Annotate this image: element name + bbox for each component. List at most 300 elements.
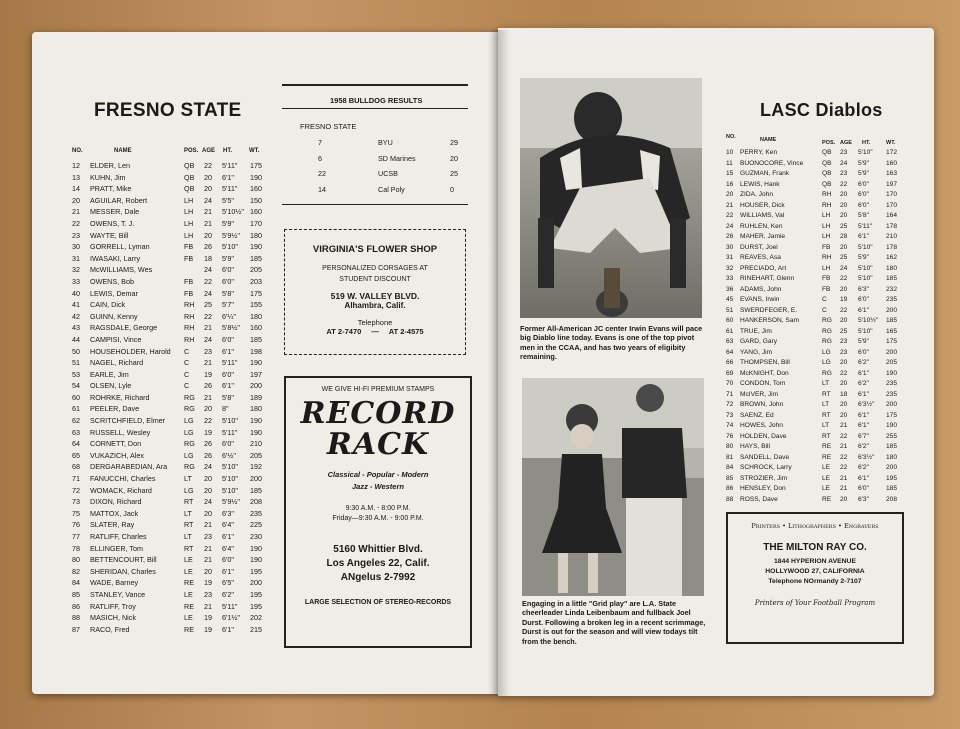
player-pos: FB (822, 285, 831, 293)
player-pos: LH (822, 264, 831, 272)
record-name-1: RECORD (300, 396, 456, 431)
player-name: CONDON, Tom (740, 380, 786, 387)
roster-row (72, 392, 302, 404)
results-team: FRESNO STATE (300, 122, 357, 131)
player-name: PRATT, Mike (90, 184, 132, 194)
player-age: 23 (840, 170, 848, 177)
player-ht: 6'2" (858, 380, 869, 387)
player-wt: 197 (250, 369, 262, 379)
roster-row (726, 180, 926, 191)
player-wt: 185 (886, 317, 898, 324)
player-no: 14 (72, 184, 80, 194)
player-pos: RE (184, 601, 194, 611)
player-age: 21 (204, 323, 212, 333)
record-rack-ad (284, 376, 472, 648)
player-ht: 6'0" (858, 191, 869, 198)
roster-row (72, 496, 302, 508)
player-name: HENSLEY, Don (740, 485, 786, 492)
player-name: SAENZ, Ed (740, 411, 774, 419)
player-ht: 5'9" (858, 159, 869, 167)
player-pos: RG (184, 462, 195, 472)
player-age: 21 (204, 520, 212, 530)
player-wt: 180 (886, 453, 898, 461)
player-no: 76 (726, 432, 734, 440)
col-age: AGE (202, 148, 216, 154)
roster-row (72, 253, 302, 265)
player-pos: FB (184, 288, 194, 298)
roster-row (72, 288, 302, 300)
player-age: 21 (840, 474, 848, 482)
photo-cheerleader-illustration (522, 378, 704, 596)
player-age: 26 (204, 381, 212, 391)
player-name: RUSSELL, Wesley (90, 427, 151, 437)
roster-row (726, 169, 926, 180)
player-no: 33 (726, 275, 734, 282)
player-wt: 200 (886, 401, 898, 408)
player-no: 26 (726, 233, 734, 240)
record-city: Los Angeles 22, Calif. (326, 558, 430, 569)
player-ht: 6'3" (222, 508, 234, 518)
flower-line2: STUDENT DISCOUNT (339, 276, 411, 283)
photo1-caption: Former All-American JC center Irwin Evans will pace big Diablo line today. Evans is one of the top pivot men in the CCAA, and has two years of eligibity remaining. (520, 324, 703, 362)
player-no: 10 (726, 149, 734, 156)
player-pos: LT (184, 532, 192, 541)
player-wt: 160 (250, 184, 262, 194)
player-no: 86 (726, 485, 734, 492)
player-name: ROSS, Dave (740, 495, 778, 503)
player-wt: 202 (250, 613, 262, 623)
player-age: 19 (204, 369, 212, 379)
roster-row (726, 285, 926, 296)
player-no: 61 (72, 404, 80, 414)
player-ht: 6'1" (222, 172, 234, 182)
player-wt: 215 (250, 624, 262, 634)
player-pos: RT (184, 497, 194, 507)
player-name: TRUE, Jim (740, 327, 772, 335)
player-no: 74 (726, 422, 734, 429)
player-wt: 200 (250, 474, 262, 484)
roster-row (726, 306, 926, 317)
roster-row (72, 415, 302, 427)
player-pos: C (184, 381, 190, 391)
player-no: 21 (72, 207, 80, 217)
player-name: VUKAZICH, Alex (90, 450, 144, 460)
fresno-score: 22 (318, 169, 326, 178)
player-name: HOUSEHOLDER, Harold (90, 346, 171, 356)
player-no: 73 (72, 497, 80, 507)
player-pos: LH (822, 222, 831, 230)
player-ht: 6'1" (222, 381, 234, 391)
roster-row (726, 316, 926, 327)
player-name: LEWIS, Demar (90, 288, 138, 298)
milton-name: THE MILTON RAY CO. (763, 542, 867, 553)
player-age: 24 (204, 462, 212, 472)
player-ht: 6'3" (858, 285, 869, 293)
player-ht: 5'8" (222, 392, 234, 402)
player-wt: 192 (250, 462, 262, 472)
player-ht: 5'8" (222, 288, 234, 298)
player-wt: 189 (250, 392, 262, 402)
player-age: 21 (204, 218, 212, 228)
flower-tel-label: Telephone (357, 318, 393, 327)
player-no: 73 (726, 411, 734, 419)
player-wt: 208 (886, 495, 898, 503)
player-wt: 160 (250, 207, 262, 217)
roster-row (726, 453, 926, 464)
roster-row (726, 274, 926, 285)
player-pos: RE (184, 624, 194, 634)
results-top-rule (282, 84, 468, 86)
player-name: SWERDFEGER, E. (740, 306, 798, 314)
player-age: 21 (204, 358, 212, 368)
player-wt: 200 (886, 464, 898, 471)
player-wt: 195 (886, 474, 898, 482)
player-no: 70 (726, 380, 734, 387)
player-ht: 5'10½" (858, 317, 879, 324)
result-row (300, 138, 460, 154)
player-pos: FB (822, 243, 831, 251)
lasc-col-ht: HT. (862, 140, 871, 146)
player-age: 22 (204, 311, 212, 321)
player-ht: 6'2" (222, 589, 234, 599)
player-ht: 5'11" (222, 601, 238, 611)
player-no: 84 (726, 464, 734, 471)
player-name: KUHN, Jim (90, 172, 126, 182)
player-name: ROHRKE, Richard (90, 392, 150, 402)
roster-row (72, 195, 302, 207)
player-age: 20 (204, 230, 212, 240)
player-wt: 170 (250, 218, 262, 228)
player-ht: 6'3" (858, 495, 869, 503)
flower-tel-sep: — (371, 327, 379, 336)
player-age: 22 (840, 306, 848, 314)
player-wt: 197 (886, 180, 898, 188)
player-pos: LE (822, 464, 831, 471)
player-age: 20 (204, 485, 212, 495)
player-ht: 6'3½" (858, 453, 875, 461)
player-no: 33 (72, 276, 80, 286)
player-ht: 6'1" (222, 624, 234, 634)
player-no: 12 (72, 161, 80, 170)
player-pos: LT (184, 508, 192, 518)
lasc-roster (726, 148, 926, 505)
player-wt: 210 (886, 233, 898, 240)
player-name: STANLEY, Vance (90, 589, 146, 599)
player-ht: 5'11" (222, 427, 238, 437)
player-no: 63 (72, 427, 80, 437)
player-ht: 6'¼" (222, 311, 236, 321)
player-no: 50 (72, 346, 80, 356)
player-no: 72 (726, 401, 734, 408)
player-pos: LG (184, 416, 194, 426)
player-age: 25 (840, 327, 848, 335)
player-pos: RG (184, 392, 195, 402)
player-ht: 5'9" (858, 254, 869, 261)
player-name: RINEHART, Glenn (740, 275, 795, 282)
player-no: 76 (72, 520, 80, 530)
roster-row (72, 624, 302, 636)
player-ht: 5'10" (858, 264, 873, 272)
player-age: 23 (204, 589, 212, 599)
player-age: 23 (204, 346, 212, 356)
player-age: 21 (204, 392, 212, 402)
roster-row (72, 589, 302, 601)
player-age: 24 (204, 288, 212, 298)
roster-row (72, 334, 302, 346)
player-name: LEWIS, Hank (740, 180, 780, 188)
player-ht: 5'10" (858, 327, 873, 335)
record-hours-1: 9:30 A.M. - 8:00 P.M. (345, 505, 411, 512)
player-ht: 5'11" (222, 358, 238, 368)
roster-row (726, 379, 926, 390)
player-name: FANUCCHI, Charles (90, 474, 156, 484)
results-table (300, 138, 460, 200)
roster-row (72, 566, 302, 578)
player-age: 19 (204, 613, 212, 623)
player-no: 88 (726, 495, 734, 503)
player-no: 82 (72, 566, 80, 576)
player-no: 36 (726, 285, 734, 293)
player-pos: RG (184, 439, 195, 449)
player-pos: RH (184, 323, 195, 333)
player-no: 32 (726, 264, 734, 272)
player-name: EARLE, Jim (90, 369, 129, 379)
player-ht: 5'10" (858, 275, 873, 282)
player-ht: 6'2" (858, 359, 869, 366)
player-ht: 5'10" (858, 149, 873, 156)
player-wt: 210 (250, 439, 262, 449)
player-ht: 6'1" (222, 532, 234, 541)
player-age: 22 (840, 180, 848, 188)
player-pos: RG (822, 369, 832, 377)
player-wt: 255 (886, 432, 898, 440)
player-ht: 8" (222, 404, 229, 414)
opponent-score: 0 (450, 184, 454, 194)
roster-row (72, 369, 302, 381)
player-age: 18 (204, 253, 212, 263)
player-no: 65 (72, 450, 80, 460)
photo-cheerleader-and-fullback (522, 378, 704, 596)
player-pos: RG (822, 327, 832, 335)
opponent: UCSB (378, 169, 398, 178)
player-wt: 160 (886, 159, 898, 167)
player-name: PEELER, Dave (90, 404, 140, 414)
player-no: 68 (72, 462, 80, 472)
player-age: 20 (840, 285, 848, 293)
player-no: 43 (72, 323, 80, 333)
player-pos: QB (184, 184, 195, 194)
player-pos: LE (822, 474, 831, 482)
player-wt: 200 (250, 381, 262, 391)
player-name: RACO, Fred (90, 624, 130, 634)
player-name: BUONOCORE, Vince (740, 159, 804, 167)
player-wt: 185 (886, 275, 898, 282)
photo-football-player-illustration (520, 78, 702, 318)
player-no: 64 (726, 348, 734, 356)
player-name: STROZIER, Jim (740, 474, 788, 482)
player-ht: 5'9½" (222, 497, 240, 507)
player-age: 24 (204, 195, 212, 205)
player-ht: 6'1" (858, 411, 869, 419)
player-wt: 155 (250, 300, 262, 310)
player-name: MASICH, Nick (90, 613, 136, 623)
col-name: NAME (114, 148, 132, 154)
player-age: 25 (840, 254, 848, 261)
player-age: 20 (840, 212, 848, 219)
col-no: NO. (72, 148, 83, 154)
player-wt: 200 (250, 578, 262, 588)
player-wt: 170 (886, 191, 898, 198)
player-wt: 185 (250, 334, 262, 344)
player-age: 20 (204, 566, 212, 576)
record-address: 5160 Whittier Blvd. (333, 544, 423, 555)
player-name: DURST, Joel (740, 243, 778, 251)
player-wt: 195 (250, 601, 262, 611)
player-ht: 6'4" (222, 520, 234, 530)
player-no: 72 (72, 485, 80, 495)
flower-line1: PERSONALIZED CORSAGES AT (322, 265, 428, 272)
player-name: NAGEL, Richard (90, 358, 144, 368)
photo2-caption: Engaging in a little "Grid play" are L.A. State cheerleader Linda Leibenbaum and fullback Joel Durst. Following a broken leg in a recent scrimmage, Durst is out for the season and will view todays tilt from the bench. (522, 599, 706, 646)
player-no: 62 (72, 416, 80, 426)
player-ht: 6'0" (222, 334, 234, 344)
roster-row (726, 190, 926, 201)
player-age: 20 (840, 495, 848, 503)
opponent-score: 29 (450, 138, 458, 147)
player-pos: LH (184, 218, 194, 228)
player-no: 71 (726, 390, 734, 398)
roster-row (72, 299, 302, 311)
player-name: MAHER, Jamie (740, 233, 786, 240)
player-no: 86 (72, 601, 80, 611)
player-pos: QB (822, 180, 832, 188)
player-name: OWENS, T. J. (90, 218, 135, 228)
player-no: 81 (726, 453, 734, 461)
player-ht: 6'0" (858, 296, 869, 303)
player-no: 54 (72, 381, 80, 391)
lasc-col-name: NAME (760, 137, 777, 143)
roster-row (726, 442, 926, 453)
player-name: HOUSER, Dick (740, 201, 785, 209)
player-ht: 6'0" (222, 555, 234, 565)
player-age: 24 (840, 264, 848, 272)
player-pos: RH (184, 334, 195, 344)
player-wt: 190 (250, 242, 262, 252)
roster-row (726, 222, 926, 233)
player-pos: RH (184, 311, 195, 321)
player-no: 66 (726, 359, 734, 366)
roster-row (726, 369, 926, 380)
player-age: 20 (840, 411, 848, 419)
player-name: BETTENCOURT, Bill (90, 555, 157, 565)
player-name: WADE, Barney (90, 578, 139, 588)
player-age: 23 (840, 338, 848, 345)
player-no: 42 (72, 311, 80, 321)
player-name: ELDER, Len (90, 161, 130, 170)
player-age: 20 (840, 317, 848, 324)
player-pos: QB (184, 161, 195, 170)
opponent-score: 25 (450, 169, 458, 178)
flower-tel2: AT 2-4575 (388, 327, 424, 336)
roster-row (726, 253, 926, 264)
roster-row (726, 211, 926, 222)
player-wt: 185 (250, 485, 262, 495)
player-pos: LG (184, 450, 194, 460)
col-pos: POS. (184, 148, 199, 154)
flower-phones (285, 327, 465, 336)
flower-shop-ad (284, 229, 466, 355)
player-age: 21 (204, 207, 212, 217)
player-ht: 5'9" (858, 338, 869, 345)
player-name: ADAMS, John (740, 285, 782, 293)
player-no: 16 (726, 180, 734, 188)
player-pos: C (184, 346, 190, 356)
record-phone: ANgelus 2-7992 (340, 572, 416, 583)
player-no: 40 (72, 288, 80, 298)
player-wt: 162 (886, 254, 898, 261)
player-name: RATLIFF, Charles (90, 532, 147, 541)
roster-row (726, 411, 926, 422)
player-no: 22 (726, 212, 734, 219)
roster-row (72, 485, 302, 497)
player-age: 28 (840, 233, 848, 240)
player-ht: 5'10" (858, 243, 873, 251)
player-name: HANKERSON, Sam (740, 317, 799, 324)
milton-city: HOLLYWOOD 27, CALIFORNIA (765, 568, 865, 575)
player-no: 64 (72, 439, 80, 449)
player-pos: C (822, 296, 827, 303)
roster-row (72, 450, 302, 462)
player-pos: RE (822, 443, 832, 450)
player-ht: 6'0" (858, 201, 869, 209)
player-age: 25 (204, 300, 212, 310)
col-ht: HT. (223, 148, 232, 154)
lasc-col-wt: WT. (886, 140, 896, 146)
roster-row (72, 160, 302, 172)
player-no: 31 (726, 254, 734, 261)
player-wt: 185 (250, 253, 262, 263)
roster-row (72, 241, 302, 253)
player-name: THOMPSEN, Bill (740, 359, 790, 366)
player-name: ZIDA, John (740, 191, 773, 198)
player-ht: 6'7" (858, 432, 869, 440)
player-name: MATTOX, Jack (90, 508, 139, 518)
roster-row (726, 390, 926, 401)
player-wt: 185 (886, 485, 898, 492)
player-name: OWENS, Bob (90, 276, 134, 286)
player-wt: 170 (886, 201, 898, 209)
player-ht: 5'8" (858, 212, 869, 219)
player-ht: 5'10" (222, 485, 238, 495)
player-name: WILLIAMS, Val (740, 212, 785, 219)
player-ht: 5'11" (222, 161, 238, 170)
player-ht: 6'0" (858, 180, 869, 188)
player-wt: 200 (886, 348, 898, 356)
player-pos: LG (184, 427, 194, 437)
player-pos: LH (822, 212, 831, 219)
player-wt: 185 (886, 443, 898, 450)
player-no: 85 (726, 474, 734, 482)
player-pos: RT (184, 520, 194, 530)
player-pos: RT (184, 543, 194, 553)
player-wt: 175 (886, 338, 898, 345)
player-no: 84 (72, 578, 80, 588)
player-ht: 6'1" (222, 566, 234, 576)
player-wt: 165 (886, 327, 898, 335)
player-ht: 5'10" (222, 416, 238, 426)
player-name: HOLDEN, Dave (740, 432, 787, 440)
player-age: 20 (840, 191, 848, 198)
